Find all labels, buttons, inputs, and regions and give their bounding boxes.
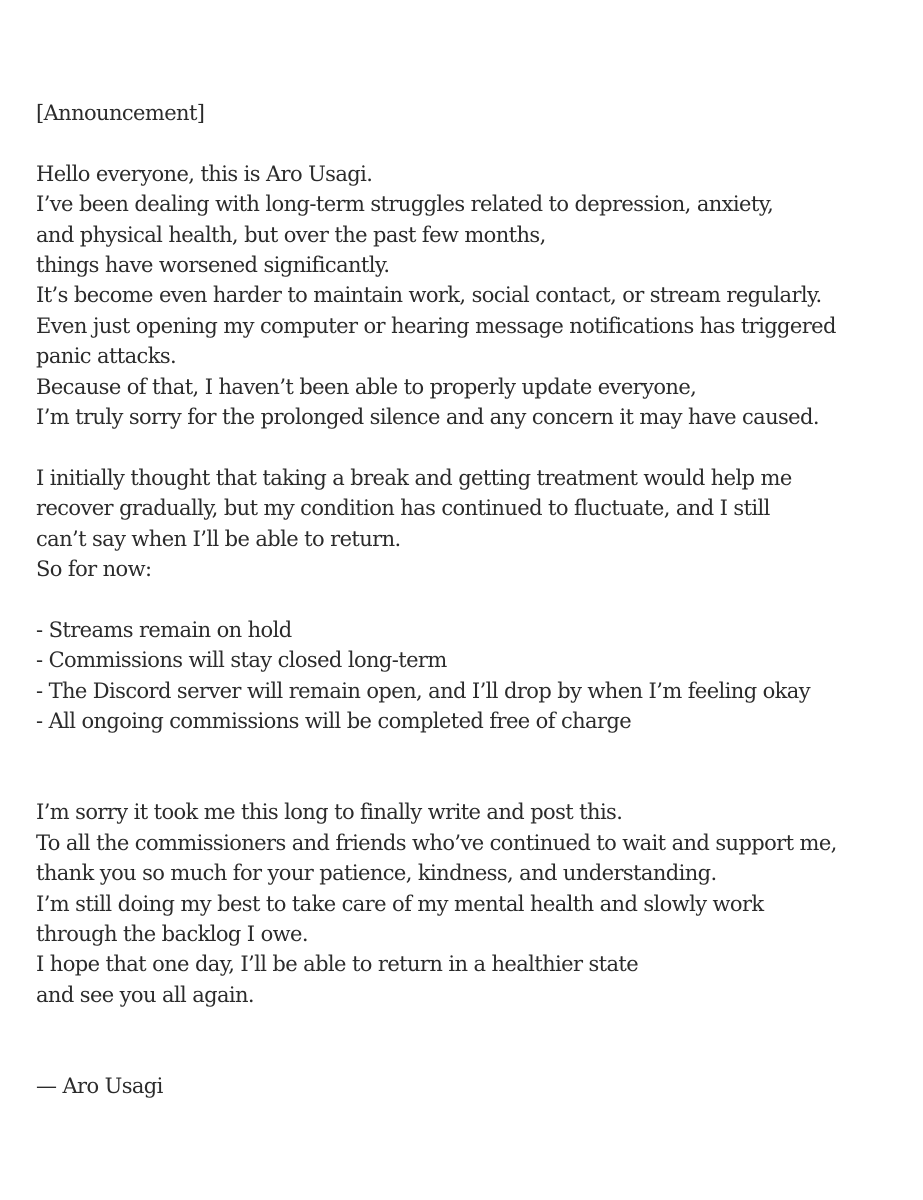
treatment-line: I initially thought that taking a break and getting treatment would help me (36, 465, 792, 490)
list-item: - All ongoing commissions will be completed free of charge (36, 709, 632, 734)
spacer (36, 128, 896, 158)
intro-line: I’m truly sorry for the prolonged silence and any concern it may have caused. (36, 405, 819, 430)
closing-line: I hope that one day, I’ll be able to return in a healthier state (36, 952, 639, 977)
intro-line: Hello everyone, this is Aro Usagi. (36, 161, 373, 186)
signature: — Aro Usagi (36, 1073, 163, 1098)
spacer (36, 736, 896, 797)
intro-line: Because of that, I haven’t been able to properly update everyone, (36, 374, 697, 399)
list-item: - Commissions will stay closed long-term (36, 648, 447, 673)
closing-line: thank you so much for your patience, kindness, and understanding. (36, 861, 717, 886)
spacer (36, 1010, 896, 1071)
intro-line: things have worsened significantly. (36, 253, 390, 278)
intro-paragraph (36, 159, 896, 433)
intro-line: and physical health, but over the past few months, (36, 222, 546, 247)
announcement-title: [Announcement] (36, 101, 205, 125)
treatment-line: So for now: (36, 557, 152, 582)
intro-line: It’s become even harder to maintain work, social contact, or stream regularly. (36, 283, 822, 308)
announcement-document (36, 98, 896, 1101)
list-item: - The Discord server will remain open, and I’ll drop by when I’m feeling okay (36, 678, 810, 703)
treatment-paragraph (36, 463, 896, 585)
spacer (36, 432, 896, 462)
closing-paragraph (36, 797, 896, 1010)
intro-line: I’ve been dealing with long-term struggles related to depression, anxiety, (36, 192, 774, 217)
intro-line: Even just opening my computer or hearing message notifications has triggered (36, 313, 836, 338)
spacer (36, 584, 896, 614)
closing-line: I’m still doing my best to take care of my mental health and slowly work (36, 891, 764, 916)
plans-list (36, 615, 896, 737)
closing-line: I’m sorry it took me this long to finally write and post this. (36, 800, 623, 825)
closing-line: To all the commissioners and friends who’ve continued to wait and support me, (36, 830, 837, 855)
treatment-line: can’t say when I’ll be able to return. (36, 526, 401, 551)
intro-line: panic attacks. (36, 344, 177, 369)
list-item: - Streams remain on hold (36, 617, 292, 642)
treatment-line: recover gradually, but my condition has continued to fluctuate, and I still (36, 496, 770, 521)
closing-line: and see you all again. (36, 982, 255, 1007)
closing-line: through the backlog I owe. (36, 921, 308, 946)
